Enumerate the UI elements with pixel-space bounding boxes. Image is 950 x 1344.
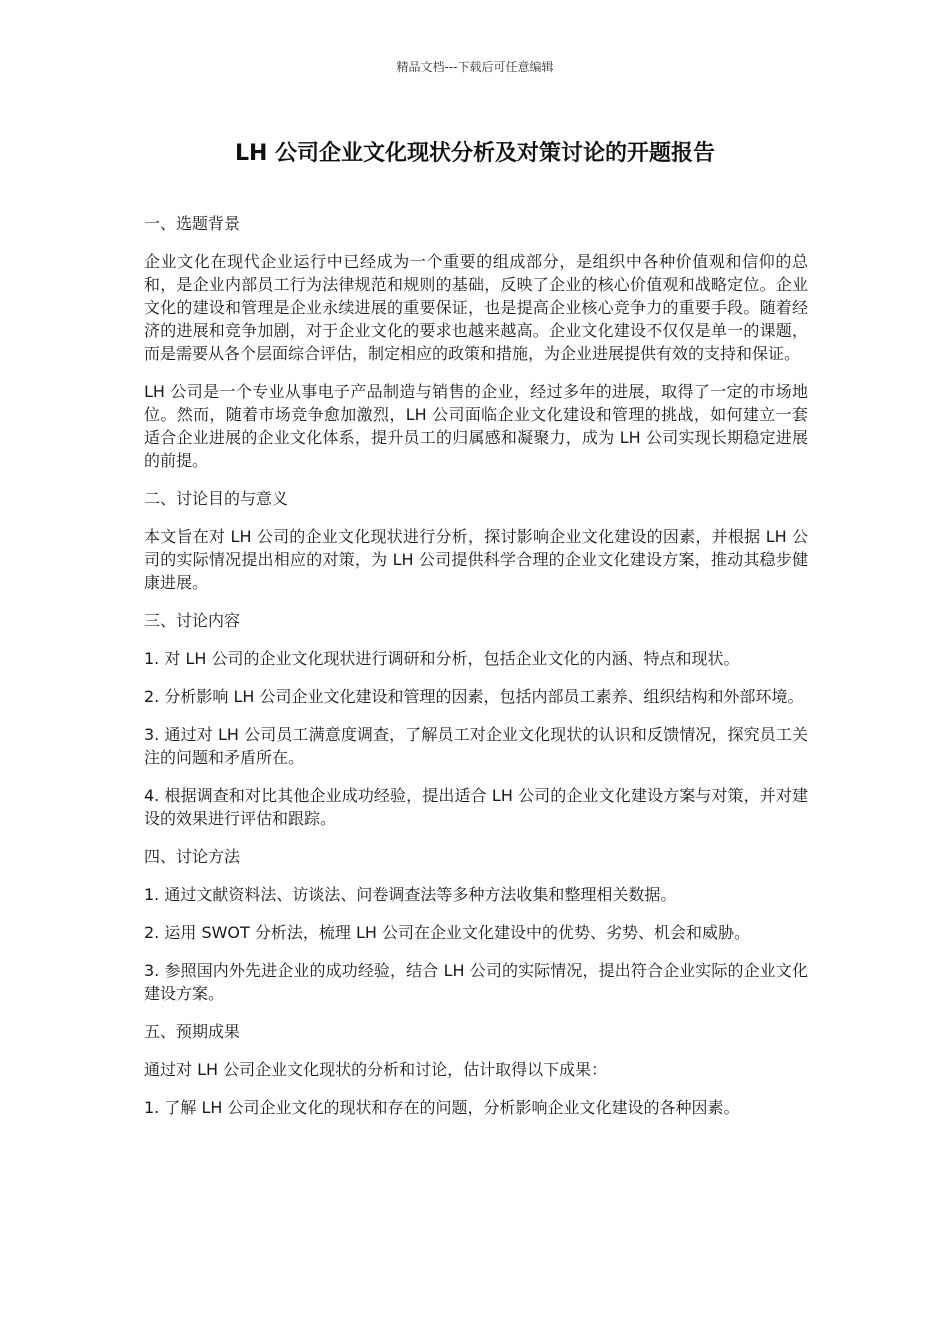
list-item-content-3: 3. 通过对 LH 公司员工满意度调查，了解员工对企业文化现状的认识和反馈情况，探究员工关注的问题和矛盾所在。 (144, 725, 808, 767)
header-note: 精品文档---下载后可任意编辑 (396, 60, 554, 74)
paragraph-purpose-1: 本文旨在对 LH 公司的企业文化现状进行分析，探讨影响企业文化建设的因素，并根据 LH 公司的实际情况提出相应的对策，为 LH 公司提供科学合理的企业文化建设方案，推动其稳步健康进展。 (144, 527, 808, 592)
list-item-method-2: 2. 运用 SWOT 分析法，梳理 LH 公司在企业文化建设中的优势、劣势、机会和威胁。 (144, 923, 750, 942)
section-heading-results: 五、预期成果 (144, 1022, 241, 1041)
list-item-content-1: 1. 对 LH 公司的企业文化现状进行调研和分析，包括企业文化的内涵、特点和现状。 (144, 649, 740, 668)
section-heading-content: 三、讨论内容 (144, 611, 241, 630)
section-heading-method: 四、讨论方法 (144, 847, 241, 866)
document-title: LH 公司企业文化现状分析及对策讨论的开题报告 (234, 141, 716, 166)
list-item-method-1: 1. 通过文献资料法、访谈法、问卷调查法等多种方法收集和整理相关数据。 (144, 885, 677, 904)
list-item-content-4: 4. 根据调查和对比其他企业成功经验，提出适合 LH 公司的企业文化建设方案与对策，并对建设的效果进行评估和跟踪。 (144, 786, 808, 828)
document-body (144, 212, 808, 1134)
paragraph-results-intro: 通过对 LH 公司企业文化现状的分析和讨论，估计取得以下成果： (144, 1060, 608, 1079)
paragraph-background-2: LH 公司是一个专业从事电子产品制造与销售的企业，经过多年的进展，取得了一定的市场地位。然而，随着市场竞争愈加激烈，LH 公司面临企业文化建设和管理的挑战，如何建立一套适合企业进展的企业文化体系，提升员工的归属感和凝聚力，成为 LH 公司实现长期稳定进展的前提。 (144, 382, 808, 470)
list-item-method-3: 3. 参照国内外先进企业的成功经验，结合 LH 公司的实际情况，提出符合企业实际的企业文化建设方案。 (144, 961, 808, 1003)
section-heading-purpose: 二、讨论目的与意义 (144, 489, 289, 508)
section-heading-background: 一、选题背景 (144, 214, 241, 233)
list-item-results-1: 1. 了解 LH 公司企业文化的现状和存在的问题，分析影响企业文化建设的各种因素。 (144, 1098, 740, 1117)
list-item-content-2: 2. 分析影响 LH 公司企业文化建设和管理的因素，包括内部员工素养、组织结构和外部环境。 (144, 687, 804, 706)
paragraph-background-1: 企业文化在现代企业运行中已经成为一个重要的组成部分，是组织中各种价值观和信仰的总和，是企业内部员工行为法律规范和规则的基础，反映了企业的核心价值观和战略定位。企业文化的建设和管理是企业永续进展的重要保证，也是提高企业核心竞争力的重要手段。随着经济的进展和竞争加剧，对于企业文化的要求也越来越高。企业文化建设不仅仅是单一的课题，而是需要从各个层面综合评估，制定相应的政策和措施，为企业进展提供有效的支持和保证。 (144, 252, 808, 363)
